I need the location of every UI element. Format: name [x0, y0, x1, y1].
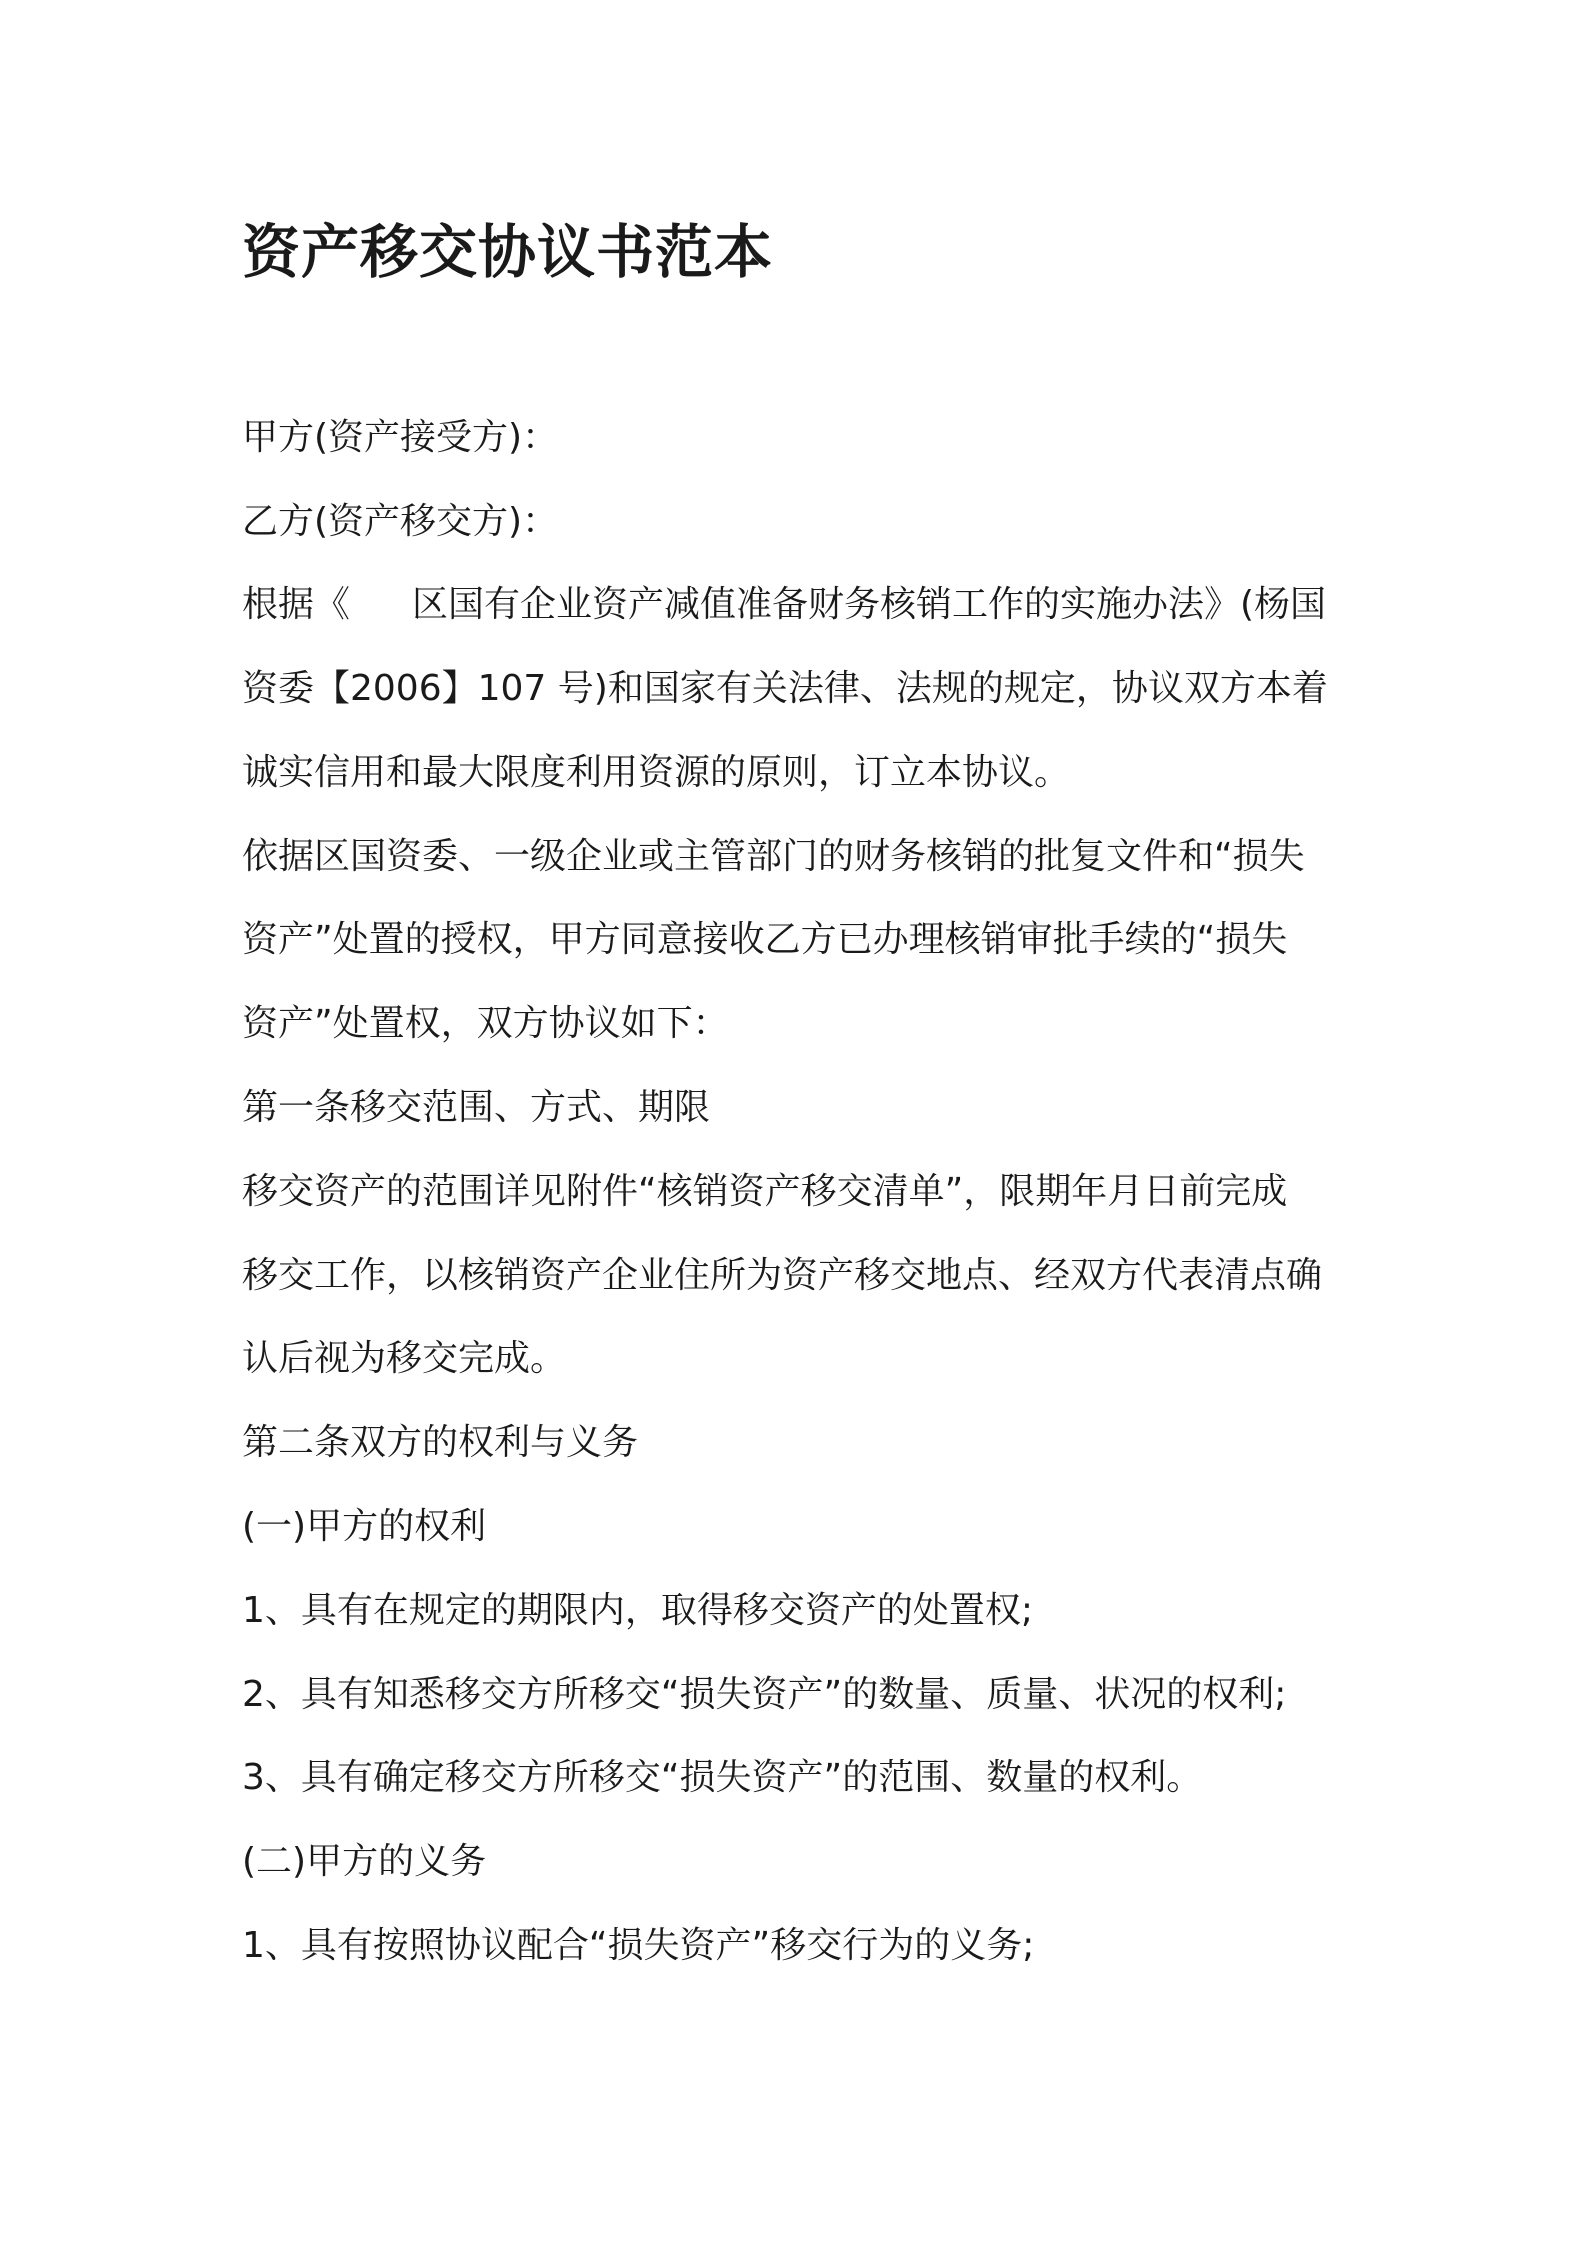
party-a-line: 甲方(资产接受方)：	[242, 417, 559, 458]
duties-heading: (二)甲方的义务	[242, 1841, 487, 1882]
rights-item-2: 2、具有知悉移交方所移交“损失资产”的数量、质量、状况的权利;	[242, 1674, 1287, 1715]
para1-line1-prefix: 根据《	[242, 584, 351, 625]
rights-item-1: 1、具有在规定的期限内，取得移交资产的处置权;	[242, 1590, 1034, 1631]
article1-line3: 认后视为移交完成。	[242, 1338, 567, 1379]
para1-line2: 资委【2006】107 号)和国家有关法律、法规的规定，协议双方本着	[242, 668, 1328, 709]
article2-heading: 第二条双方的权利与义务	[242, 1422, 639, 1463]
para1-line1-suffix: 区国有企业资产减值准备财务核销工作的实施办法》(杨国	[412, 584, 1327, 625]
party-b-line: 乙方(资产移交方)：	[242, 501, 559, 542]
para2-line1: 依据区国资委、一级企业或主管部门的财务核销的批复文件和“损失	[242, 836, 1305, 877]
para1-line1	[242, 580, 1326, 630]
para1-line3: 诚实信用和最大限度利用资源的原则，订立本协议。	[242, 752, 1071, 793]
rights-heading: (一)甲方的权利	[242, 1506, 487, 1547]
para2-line2: 资产”处置的授权，甲方同意接收乙方已办理核销审批手续的“损失	[242, 919, 1288, 960]
article1-heading: 第一条移交范围、方式、期限	[242, 1087, 711, 1128]
para2-line3: 资产”处置权，双方协议如下：	[242, 1003, 729, 1044]
rights-item-3: 3、具有确定移交方所移交“损失资产”的范围、数量的权利。	[242, 1757, 1203, 1798]
article1-line2: 移交工作，以核销资产企业住所为资产移交地点、经双方代表清点确	[242, 1255, 1323, 1296]
document-title: 资产移交协议书范本	[242, 218, 774, 286]
duties-item-1: 1、具有按照协议配合“损失资产”移交行为的义务;	[242, 1925, 1035, 1966]
article1-line1: 移交资产的范围详见附件“核销资产移交清单”，限期年月日前完成	[242, 1171, 1288, 1212]
